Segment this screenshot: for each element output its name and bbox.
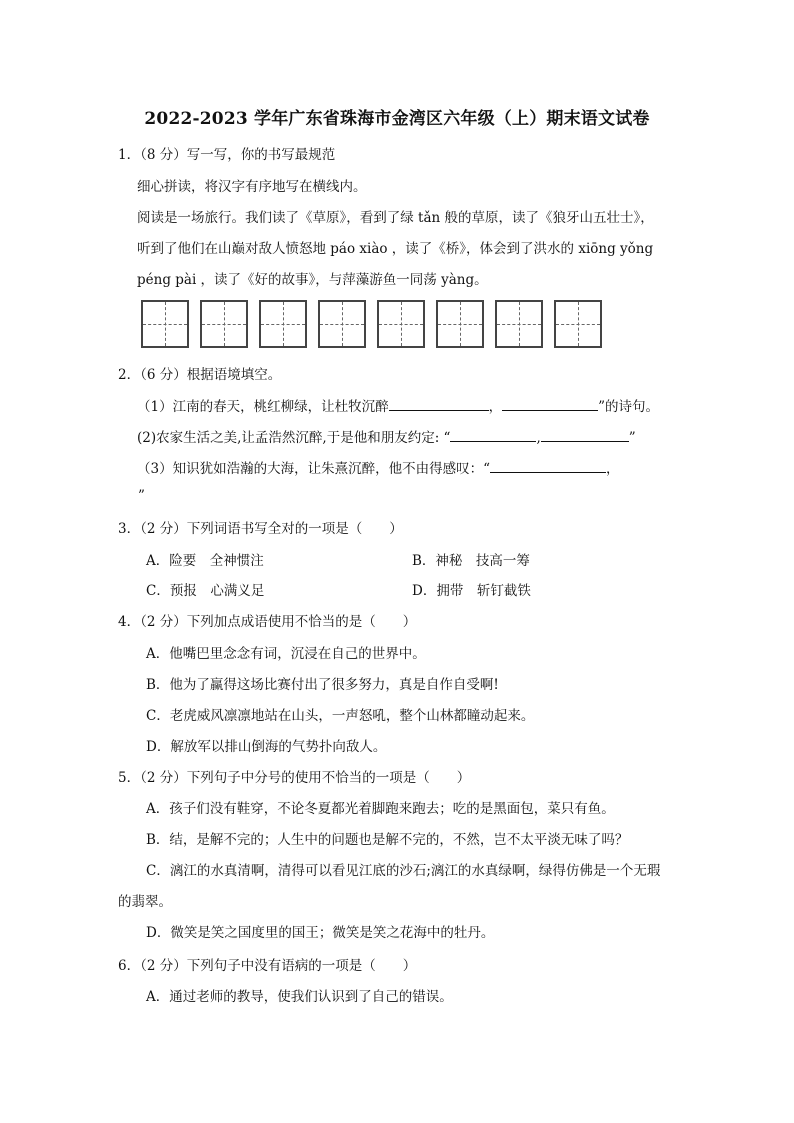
q3-option-c: C．预报 心满义足 (146, 583, 265, 599)
q6-stem: 6．（2 分）下列句子中没有语病的一项是（ ） (118, 958, 417, 974)
answer-blank[interactable] (490, 459, 606, 473)
q1-passage-line-2: 听到了他们在山巅对敌人愤怒地 páo xiào ，读了《桥》，体会到了洪水的 xiōng yǒng (137, 241, 654, 257)
grid-guide-vertical (342, 302, 343, 346)
q4-option-b: B．他为了赢得这场比赛付出了很多努力，真是自作自受啊! (146, 677, 499, 693)
q3-option-b: B．神秘 技高一筹 (412, 553, 530, 569)
q5-option-d: D．微笑是笑之国度里的国王；微笑是笑之花海中的牡丹。 (146, 925, 495, 941)
writing-grid-cell[interactable] (200, 300, 248, 348)
answer-blank[interactable] (502, 397, 598, 411)
writing-grid-cell[interactable] (436, 300, 484, 348)
q2-s3-text: （3）知识犹如浩瀚的大海，让朱熹沉醉，他不由得感叹：“ (137, 461, 490, 477)
q2-sentence-1 (137, 397, 659, 416)
grid-guide-vertical (224, 302, 225, 346)
q5-option-c-cont: 的翡翠。 (118, 894, 172, 910)
q6-option-a: A．通过老师的教导，使我们认识到了自己的错误。 (146, 989, 453, 1005)
grid-guide-vertical (401, 302, 402, 346)
writing-grid-cell[interactable] (377, 300, 425, 348)
grid-guide-vertical (460, 302, 461, 346)
q3-option-d: D．拥带 斩钉截铁 (412, 583, 531, 599)
q3-option-a: A．险要 全神惯注 (146, 553, 264, 569)
q2-s1-end: ”的诗句。 (598, 399, 659, 415)
q4-stem: 4．（2 分）下列加点成语使用不恰当的是（ ） (118, 614, 417, 630)
writing-grid-cell[interactable] (318, 300, 366, 348)
q4-option-a: A．他嘴巴里念念有词，沉浸在自己的世界中。 (146, 646, 426, 662)
q5-option-c: C．漓江的水真清啊，清得可以看见江底的沙石;漓江的水真绿啊，绿得仿佛是一个无瑕 (146, 863, 661, 879)
q4-option-c: C．老虎威风凛凛地站在山头，一声怒吼，整个山林都瞳动起来。 (146, 708, 535, 724)
q2-s2-end: ” (628, 430, 636, 446)
writing-grid-cell[interactable] (554, 300, 602, 348)
q2-s3-end: ” (138, 488, 145, 504)
q5-option-a: A．孩子们没有鞋穿，不论冬夏都光着脚跑来跑去；吃的是黑面包，菜只有鱼。 (146, 801, 615, 817)
answer-blank[interactable] (450, 428, 536, 442)
q3-stem: 3．（2 分）下列词语书写全对的一项是（ ） (118, 521, 403, 537)
q2-s3-sep: ， (606, 461, 620, 477)
q2-stem: 2．（6 分）根据语境填空。 (118, 367, 282, 383)
writing-grid-cell[interactable] (495, 300, 543, 348)
q1-instruction: 细心拼读，将汉字有序地写在横线内。 (137, 179, 367, 195)
q1-stem: 1．（8 分）写一写，你的书写最规范 (118, 147, 336, 163)
writing-grid-cell[interactable] (259, 300, 307, 348)
q2-sentence-2 (137, 428, 636, 447)
grid-guide-vertical (519, 302, 520, 346)
q5-stem: 5．（2 分）下列句子中分号的使用不恰当的一项是（ ） (118, 770, 471, 786)
grid-guide-vertical (578, 302, 579, 346)
grid-guide-vertical (283, 302, 284, 346)
grid-guide-vertical (165, 302, 166, 346)
q4-option-d: D．解放军以排山倒海的气势扑向敌人。 (146, 739, 387, 755)
q1-passage-line-3: péng pài ，读了《好的故事》，与萍藻游鱼一同荡 yàng。 (137, 272, 488, 288)
q2-s1-text: （1）江南的春天，桃红柳绿，让杜牧沉醉 (137, 399, 389, 415)
q2-s2-text: (2)农家生活之美,让孟浩然沉醉,于是他和朋友约定: “ (137, 430, 451, 446)
q5-option-b: B．结，是解不完的；人生中的问题也是解不完的，不然，岂不太平淡无味了吗？ (146, 832, 629, 848)
answer-blank[interactable] (389, 397, 489, 411)
q2-s1-sep: ， (488, 399, 503, 415)
exam-title: 2022-2023 学年广东省珠海市金湾区六年级（上）期末语文试卷 (144, 109, 650, 129)
answer-blank[interactable] (541, 428, 629, 442)
q2-s2-sep: , (536, 430, 541, 446)
writing-grid-cell[interactable] (141, 300, 189, 348)
q2-sentence-3 (137, 459, 620, 478)
q1-passage-line-1: 阅读是一场旅行。我们读了《草原》，看到了绿 tǎn 般的草原，读了《狼牙山五壮士》， (137, 210, 654, 226)
